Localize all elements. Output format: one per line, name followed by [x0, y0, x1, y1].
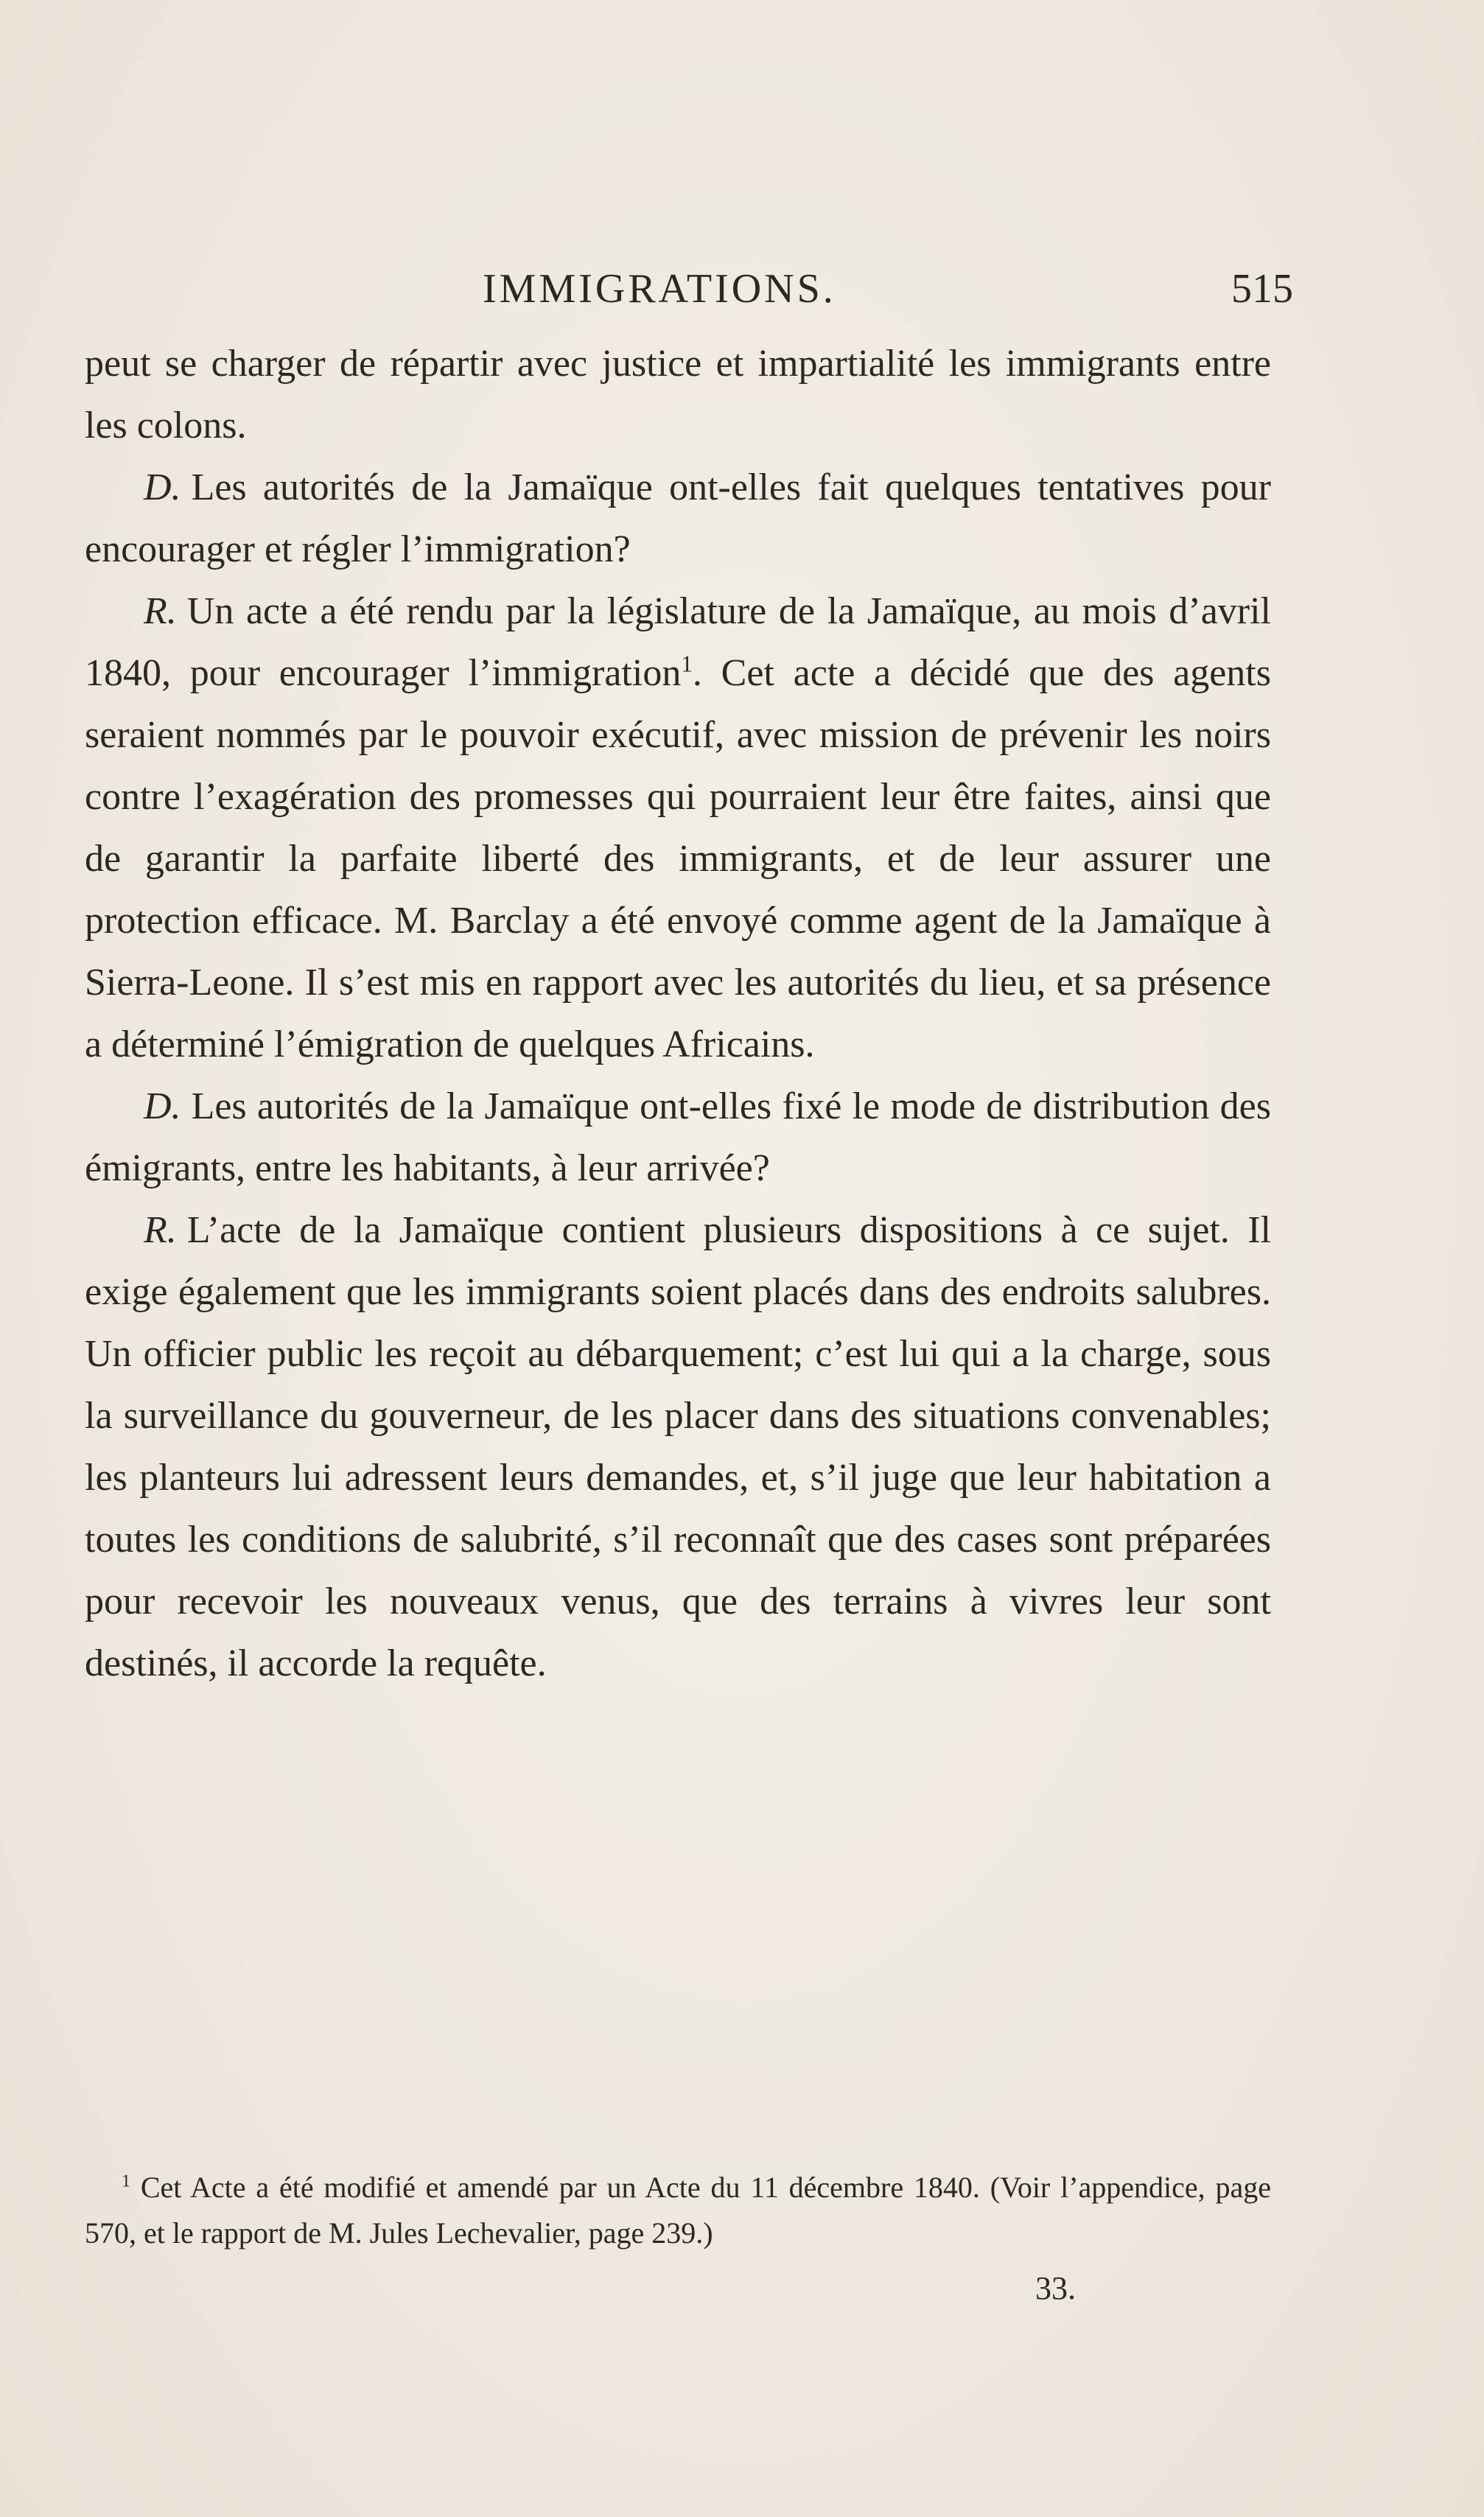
footnote-marker: 1	[122, 2171, 130, 2191]
signature-mark: 33.	[1035, 2270, 1076, 2306]
answer-paragraph: R. Un acte a été rendu par la législature de la Jamaïque, au mois d’avril 1840, pour encourager l’immigration$^1$. Cet acte a décidé que des agents seraient nommés par le pouvoir exécutif, avec mission de prévenir les noirs contre l’exagération des promesses qui pourraient leur être faites, ainsi que de garantir la parfaite liberté des immigrants, et de leur assurer une protection efficace. M. Barclay a été envoyé comme agent de la Jamaïque à Sierra-Leone. Il s’est mis en rapport avec les autorités du lieu, et sa présence a déterminé l’émigration de quelques Africains.	[85, 590, 1271, 1065]
footnote-text: Cet Acte a été modifié et amendé par un Acte du 11 décembre 1840. (Voir l’appendice, page 570, et le rapport de M. Jules Lechevalier, page 239.)	[85, 2171, 1271, 2250]
answer-marker: R.	[144, 590, 177, 632]
page-number: 515	[1231, 266, 1293, 312]
body-text	[85, 333, 1271, 1695]
footnote-reference: 1	[681, 651, 693, 677]
question-paragraph: D. Les autorités de la Jamaïque ont-elles fixé le mode de distribution des émigrants, entre les habitants, à leur arrivée?	[85, 1085, 1271, 1189]
paragraph-continuation: peut se charger de répartir avec justice et impartialité les immigrants entre les colons.	[85, 343, 1271, 447]
answer-paragraph: R. L’acte de la Jamaïque contient plusieurs dispositions à ce sujet. Il exige également que les immigrants soient placés dans des endroits salubres. Un officier public les reçoit au débarquement; c’est lui qui a la charge, sous la surveillance du gouverneur, de les placer dans des situations convenables; les planteurs lui adressent leurs demandes, et, s’il juge que leur habitation a toutes les conditions de salubrité, s’il reconnaît que des cases sont préparées pour recevoir les nouveaux venus, que des terrains à vivres leur sont destinés, il accorde la requête.	[85, 1209, 1271, 1684]
running-head-title: IMMIGRATIONS.	[483, 266, 836, 312]
question-paragraph: D. Les autorités de la Jamaïque ont-elles fait quelques tentatives pour encourager et régler l’immigration?	[85, 466, 1271, 570]
question-marker: D.	[144, 466, 181, 508]
answer-marker: R.	[144, 1209, 177, 1251]
footnote	[85, 2165, 1271, 2256]
running-head	[85, 265, 1293, 317]
question-marker: D.	[144, 1085, 181, 1127]
